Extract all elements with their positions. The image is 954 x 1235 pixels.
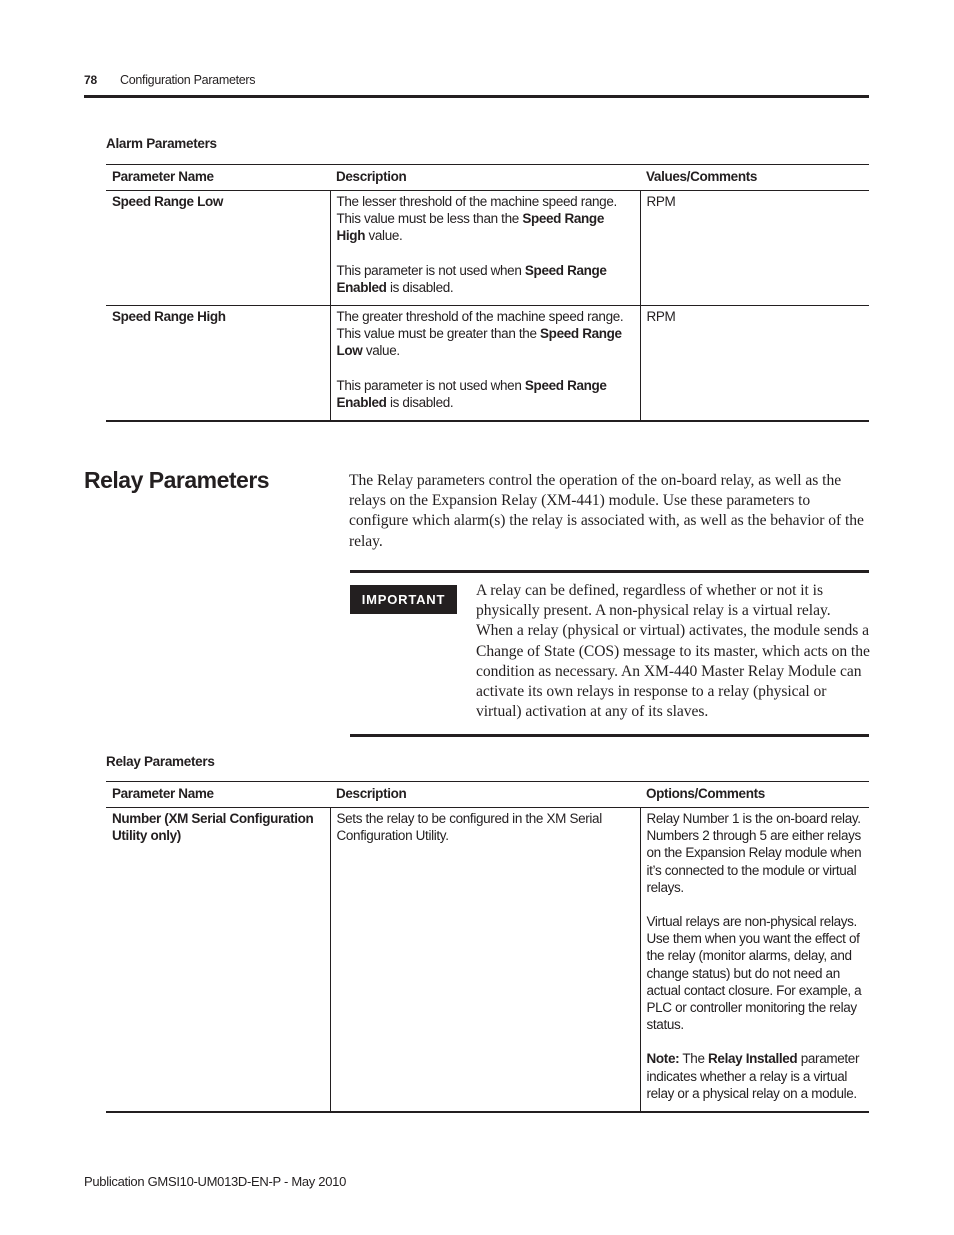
note-text: parameter indicates whether a relay is a virtual relay or a physical relay on a module.: [646, 1051, 860, 1101]
parameter-values: RPM: [640, 306, 869, 422]
parameter-options: [640, 808, 869, 1113]
parameter-description: [330, 191, 640, 306]
table-header-row: [106, 165, 869, 191]
table-header-row: [106, 782, 869, 808]
parameter-name: Speed Range Low: [106, 191, 330, 306]
description-paragraph: [337, 377, 634, 411]
column-header-options-comments: Options/Comments: [640, 782, 869, 808]
description-text: value.: [362, 343, 400, 359]
description-text: This parameter is not used when: [336, 262, 525, 278]
important-badge: IMPORTANT: [350, 585, 457, 614]
note-label: Note:: [646, 1051, 680, 1067]
parameter-description: [330, 306, 640, 422]
description-paragraph: [337, 308, 634, 360]
running-title: Configuration Parameters: [120, 73, 256, 87]
column-header-parameter-name: Parameter Name: [106, 782, 330, 808]
parameter-reference: Relay Installed: [708, 1051, 798, 1067]
table-row: [106, 808, 869, 1113]
description-text: The lesser threshold of the machine speed range. This value must be less than the: [336, 194, 617, 227]
parameter-name: Number (XM Serial Configuration Utility only): [106, 808, 330, 1113]
options-paragraph: Relay Number 1 is the on-board relay. Numbers 2 through 5 are either relays on the Expansion Relay module when it’s connected to the module or virtual relays.: [646, 811, 862, 895]
column-header-description: Description: [330, 782, 640, 808]
important-top-rule: [350, 570, 869, 573]
column-header-description: Description: [330, 165, 640, 191]
table-row: [106, 306, 869, 422]
important-bottom-rule: [350, 734, 869, 737]
header-rule: [84, 95, 869, 98]
options-paragraph: Virtual relays are non-physical relays. Use them when you want the effect of the relay (monitor alarms, delay, and change status) but do not need an actual contact closure. For example, a PLC or controller monitoring the relay status.: [646, 914, 862, 1033]
description-text: is disabled.: [386, 279, 454, 295]
parameter-values: RPM: [640, 191, 869, 306]
parameter-description: Sets the relay to be configured in the XM Serial Configuration Utility.: [330, 808, 640, 1113]
important-note-text: A relay can be defined, regardless of whether or not it is physically present. A non-physical relay is a virtual relay. When a relay (physical or virtual) activates, the module sends a Change of State (COS) message to its master, which acts on the condition as necessary. An XM-440 Master Relay Module can activate its own relays in response to a relay (physical or virtual) activation at any of its slaves.: [476, 582, 870, 721]
relay-table-caption: Relay Parameters: [106, 754, 215, 769]
page-number: 78: [84, 73, 97, 87]
alarm-table-caption: Alarm Parameters: [106, 136, 217, 151]
section-intro: The Relay parameters control the operation of the on-board relay, as well as the relays on the Expansion Relay (XM-441) module. Use these parameters to configure which alarm(s) the relay is associated with, as well as the behavior of the relay.: [349, 472, 864, 550]
parameter-reference: Speed Range Enabled: [336, 377, 607, 410]
alarm-parameters-table: [106, 164, 869, 422]
description-text: The greater threshold of the machine speed range. This value must be greater than the: [336, 309, 624, 342]
publication-footer: Publication GMSI10-UM013D-EN-P - May 2010: [84, 1174, 347, 1189]
relay-parameters-table: [106, 781, 869, 1113]
table-row: [106, 191, 869, 306]
column-header-parameter-name: Parameter Name: [106, 165, 330, 191]
parameter-reference: Speed Range Low: [336, 326, 622, 359]
description-text: value.: [365, 228, 403, 244]
section-heading: Relay Parameters: [84, 467, 270, 493]
options-note: [647, 1050, 864, 1102]
description-paragraph: [337, 193, 634, 245]
description-text: is disabled.: [386, 394, 454, 410]
parameter-reference: Speed Range Enabled: [336, 262, 607, 295]
note-text: The: [679, 1051, 709, 1067]
column-header-values-comments: Values/Comments: [640, 165, 869, 191]
description-paragraph: [337, 262, 634, 296]
parameter-reference: Speed Range High: [336, 211, 604, 244]
parameter-name: Speed Range High: [106, 306, 330, 422]
description-text: This parameter is not used when: [336, 377, 525, 393]
